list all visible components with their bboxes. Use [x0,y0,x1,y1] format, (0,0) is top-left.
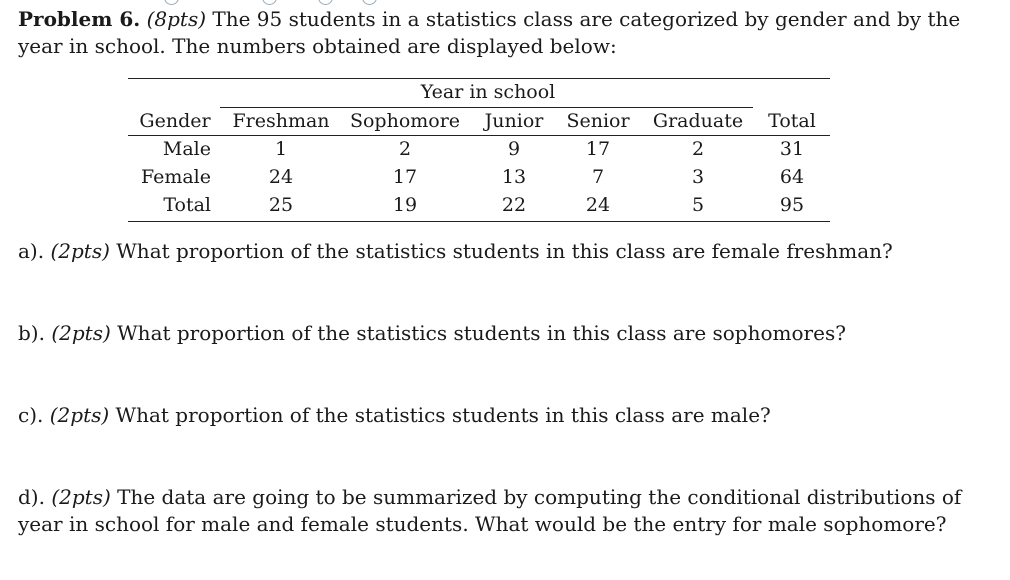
contingency-table [128,78,830,222]
question-label: c). [18,403,44,427]
table-cell: 1 [274,138,288,160]
table-cell: 13 [501,166,527,188]
question-label: a). [18,239,45,263]
question-points: (2pts) [49,403,110,427]
table-cell: 3 [691,166,705,188]
table-cell: 31 [779,138,805,160]
question-text: What proportion of the statistics students in this class are female freshman? [116,239,893,263]
group-header: Year in school [420,81,556,103]
table-cell: 64 [779,166,805,188]
row-header-label: Gender [139,110,211,132]
row-label: Total [163,194,211,216]
table-cell: 24 [585,194,611,216]
group-header-rule [220,107,753,108]
table-cell: 24 [268,166,294,188]
clipped-circle-decoration [362,0,377,5]
question-points: (2pts) [50,239,110,263]
column-header: Junior [484,110,544,132]
table-cell: 25 [268,194,294,216]
table-cell: 17 [392,166,418,188]
row-label: Female [140,166,211,188]
question-points: (2pts) [51,485,111,509]
problem-points: (8pts) [146,7,207,31]
question-text: The data are going to be summarized by computing the conditional distributions of [117,485,962,509]
table-top-rule [128,78,830,79]
column-header: Graduate [652,110,744,132]
row-label: Male [162,138,211,160]
problem-text-line1: The 95 students in a statistics class are categorized by gender and by the [212,7,961,31]
question-a [18,238,978,265]
table-cell: 2 [398,138,412,160]
clipped-circle-decoration [318,0,333,5]
table-cell: 22 [501,194,527,216]
table-cell: 5 [691,194,705,216]
table-cell: 19 [392,194,418,216]
table-bottom-rule [128,221,830,222]
column-header: Total [768,110,816,132]
column-header: Sophomore [349,110,461,132]
question-points: (2pts) [51,321,111,345]
table-cell: 2 [691,138,705,160]
question-b [18,320,978,347]
question-text-line2: year in school for male and female students. What would be the entry for male sophomore? [18,512,947,536]
question-label: b). [18,321,45,345]
problem-label: Problem 6. [18,7,141,31]
column-header: Freshman [232,110,330,132]
problem-statement [18,6,978,60]
table-cell: 95 [779,194,805,216]
header-bottom-rule [128,135,830,136]
problem-text-line2: year in school. The numbers obtained are displayed below: [18,34,617,58]
clipped-circle-decoration [164,0,179,5]
question-label: d). [18,485,45,509]
question-c [18,402,978,429]
question-d [18,484,978,538]
table-cell: 9 [507,138,521,160]
question-text: What proportion of the statistics students in this class are male? [115,403,771,427]
column-header: Senior [566,110,630,132]
table-cell: 7 [591,166,605,188]
question-text: What proportion of the statistics students in this class are sophomores? [117,321,846,345]
clipped-circle-decoration [262,0,277,5]
table-cell: 17 [585,138,611,160]
